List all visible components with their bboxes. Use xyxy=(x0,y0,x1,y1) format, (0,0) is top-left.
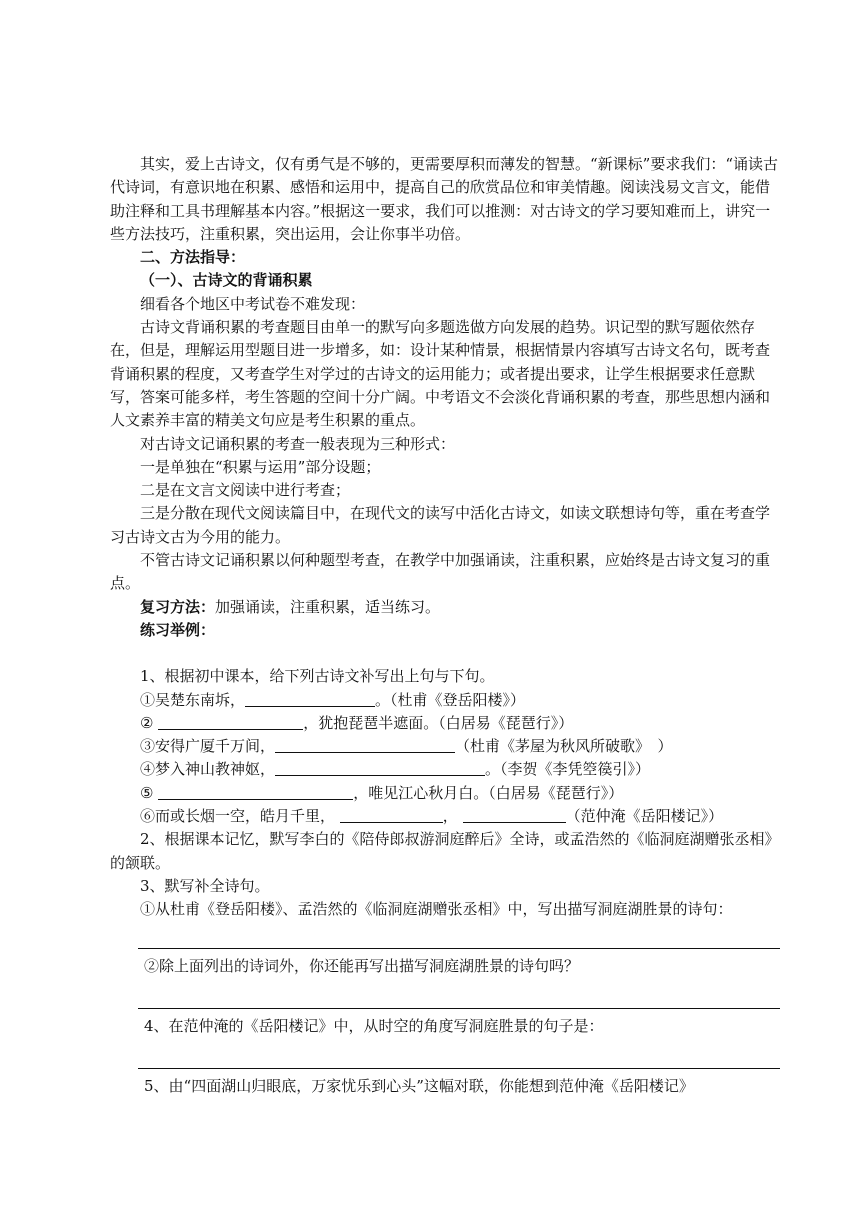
question-1-item-6: ⑥而或长烟一空，皓月千里， ， （范仲淹《岳阳楼记》） xyxy=(140,807,724,826)
question-3: 3、默写补全诗句。 xyxy=(140,876,270,895)
question-3-item-2: ②除上面列出的诗词外，你还能再写出描写洞庭湖胜景的诗句吗？ xyxy=(144,956,580,975)
question-1-item-5: ⑤ ，唯见江心秋月白。（白居易《琵琶行》） xyxy=(140,783,624,802)
section-heading-method: 二、方法指导： xyxy=(140,248,246,267)
review-label: 复习方法： xyxy=(140,597,216,616)
question-2: 2、根据课本记忆，默写李白的《陪侍郎叔游洞庭醉后》全诗，或孟浩然的《临洞庭湖赠张丞相》的颔联。 xyxy=(110,830,780,872)
question-3-item-1: ①从杜甫《登岳阳楼》、孟浩然的《临洞庭湖赠张丞相》中，写出描写洞庭湖胜景的诗句： xyxy=(140,900,733,919)
forms-paragraph: 对古诗文记诵积累的考查一般表现为三种形式： xyxy=(140,434,456,453)
fill-blank[interactable] xyxy=(463,807,566,823)
form-two: 二是在文言文阅读中进行考查； xyxy=(140,481,351,500)
fill-blank[interactable] xyxy=(275,760,485,776)
practice-heading: 练习举例： xyxy=(140,620,216,639)
trend-paragraph: 古诗文背诵积累的考查题目由单一的默写向多题选做方向发展的趋势。识记型的默写题依然存在，但是，理解运用型题目进一步增多，如：设计某种情景，根据情景内容填写古诗文名句，既考查背诵积累的程度，又考查学生对学过的古诗文的运用能力；或者提出要求，让学生根据要求任意默写，答案可能多样，考生答题的空间十分广阔。中考语文不会淡化背诵积累的考查，那些思想内涵和人文素养丰富的精美文句应是考生积累的重点。 xyxy=(110,318,771,430)
fill-blank[interactable] xyxy=(245,691,375,707)
form-three: 三是分散在现代文阅读篇目中，在现代文的读写中活化古诗文，如读文联想诗句等，重在考查学习古诗文古为今用的能力。 xyxy=(110,504,771,546)
observe-paragraph: 细看各个地区中考试卷不难发现： xyxy=(140,294,366,313)
fill-blank[interactable] xyxy=(158,784,353,800)
review-text: 加强诵读，注重积累，适当练习。 xyxy=(215,597,441,616)
fill-blank[interactable] xyxy=(158,714,303,730)
question-1: 1、根据初中课本，给下列古诗文补写出上句与下句。 xyxy=(140,667,495,686)
review-method xyxy=(110,596,780,619)
question-5: 5、由“四面湖山归眼底，万家忧乐到心头”这幅对联，你能想到范仲淹《岳阳楼记》 xyxy=(144,1077,694,1096)
form-one: 一是单独在“积累与运用”部分设题； xyxy=(140,457,381,476)
question-1-item-1: ①吴楚东南坼， 。（杜甫《登岳阳楼》） xyxy=(140,690,526,709)
question-1-item-2: ② ，犹抱琵琶半遮面。（白居易《琵琶行》） xyxy=(140,713,574,732)
fill-blank[interactable] xyxy=(275,737,455,753)
fill-blank[interactable] xyxy=(340,807,443,823)
question-4: 4、在范仲淹的《岳阳楼记》中，从时空的角度写洞庭胜景的句子是： xyxy=(144,1016,604,1035)
question-1-item-3: ③安得广厦千万间， （杜甫《茅屋为秋风所破歌》 ） xyxy=(140,737,673,756)
subsection-heading-recitation: （一）、古诗文的背诵积累 xyxy=(140,271,313,290)
question-1-item-4: ④梦入神山教神妪， 。（李贺《李凭箜篌引》） xyxy=(140,760,651,779)
always-paragraph: 不管古诗文记诵积累以何种题型考查，在教学中加强诵读，注重积累，应始终是古诗文复习的重点。 xyxy=(110,551,771,593)
document-body xyxy=(110,153,780,1098)
intro-paragraph: 其实，爱上古诗文，仅有勇气是不够的，更需要厚积而薄发的智慧。“新课标”要求我们：“诵读古代诗词，有意识地在积累、感悟和运用中，提高自己的欣赏品位和审美情趣。阅读浅易文言文，能借助注释和工具书理解基本内容。”根据这一要求，我们可以推测：对古诗文的学习要知难而上，讲究一些方法技巧，注重积累，突出运用，会让你事半功倍。 xyxy=(110,155,779,243)
